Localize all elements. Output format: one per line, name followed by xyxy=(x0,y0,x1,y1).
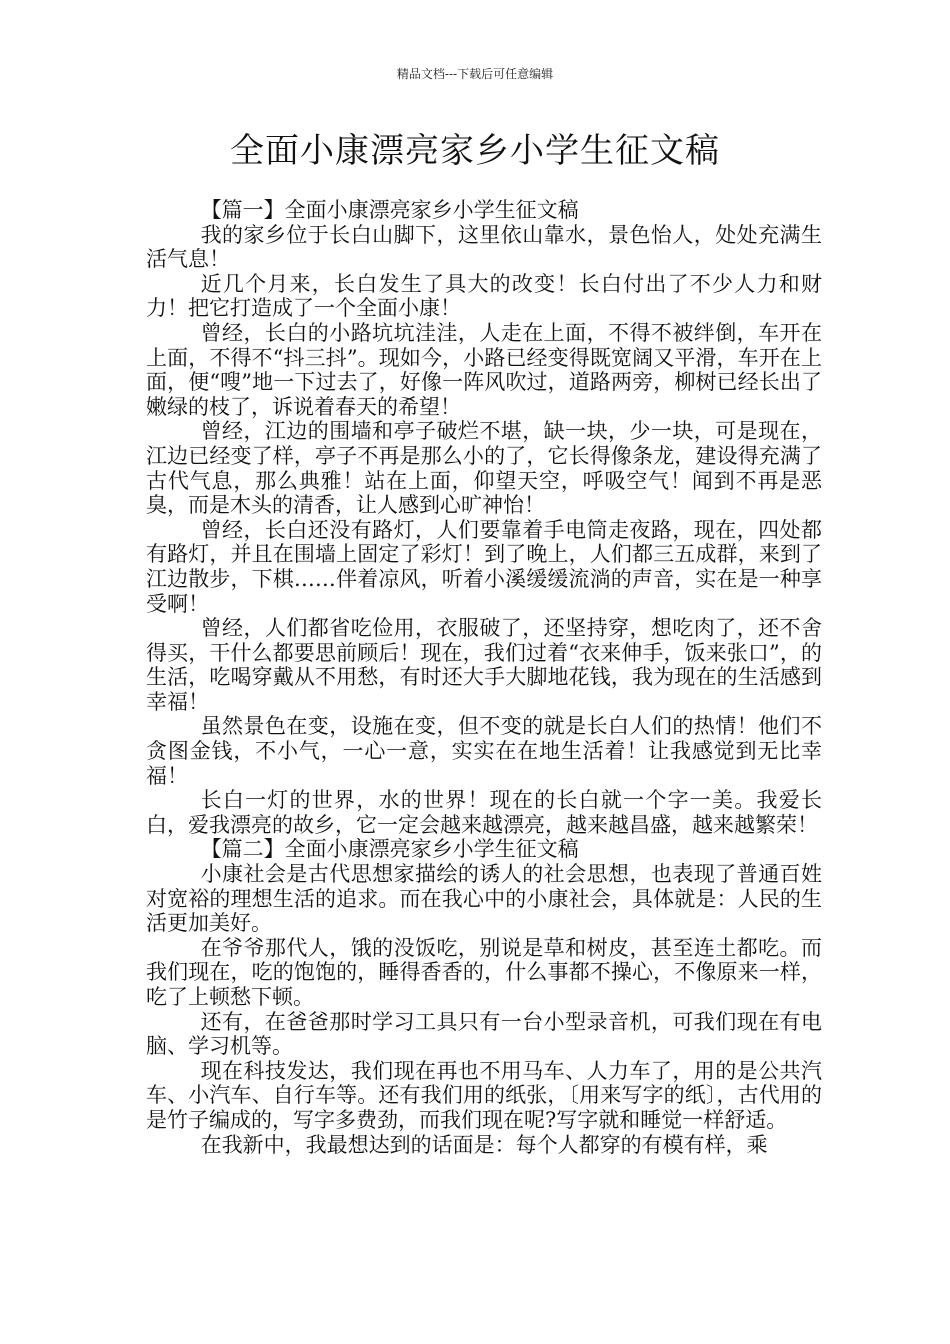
paragraph: 长白一灯的世界，水的世界！现在的长白就一个字一美。我爱长白，爱我漂亮的故乡，它一定会越来越漂亮，越来越昌盛，越来越繁荣！ xyxy=(146,788,822,837)
document-title: 全面小康漂亮家乡小学生征文稿 xyxy=(230,131,720,171)
paragraph: 在爷爷那代人，饿的没饭吃，别说是草和树皮，甚至连土都吃。而我们现在，吃的饱饱的，睡得香香的，什么事都不操心，不像原来一样，吃了上顿愁下顿。 xyxy=(146,935,822,1009)
section-1 xyxy=(146,198,822,837)
section-heading: 【篇二】全面小康漂亮家乡小学生征文稿 xyxy=(200,837,579,862)
paragraph: 还有，在爸爸那时学习工具只有一台小型录音机，可我们现在有电脑、学习机等。 xyxy=(146,1009,822,1059)
paragraph: 近几个月来，长白发生了具大的改变！长白付出了不少人力和财力！把它打造成了一个全面小康！ xyxy=(146,271,822,321)
paragraph: 小康社会是古代思想家描绘的诱人的社会思想，也表现了普通百姓对宽裕的理想生活的追求。而在我心中的小康社会，具体就是：人民的生活更加美好。 xyxy=(146,862,822,936)
paragraph: 曾经，长白的小路坑坑洼洼，人走在上面，不得不被绊倒，车开在上面，不得不“抖三抖”。现如今，小路已经变得既宽阔又平滑，车开在上面，便“嗖”地一下过去了，好像一阵风吹过，道路两旁，柳树已经长出了嫩绿的枝了，诉说着春天的希望！ xyxy=(146,320,822,419)
section-2 xyxy=(146,837,822,1157)
document-body xyxy=(146,198,822,1157)
paragraph: 虽然景色在变，设施在变，但不变的就是长白人们的热情！他们不贪图金钱，不小气，一心一意，实实在在地生活着！让我感觉到无比幸福！ xyxy=(146,714,822,788)
paragraph: 曾经，人们都省吃俭用，衣服破了，还坚持穿，想吃肉了，还不舍得买，干什么都要思前顾后！现在，我们过着“衣来伸手，饭来张口”，的生活，吃喝穿戴从不用愁，有时还大手大脚地花钱，我为现在的生活感到幸福！ xyxy=(146,616,822,714)
paragraph: 我的家乡位于长白山脚下，这里依山靠水，景色怡人，处处充满生活气息！ xyxy=(146,222,822,272)
section-heading: 【篇一】全面小康漂亮家乡小学生征文稿 xyxy=(200,198,579,222)
paragraph: 曾经，江边的围墙和亭子破烂不堪，缺一块，少一块，可是现在，江边已经变了样，亭子不再是那么小的了，它长得像条龙，建设得充满了古代气息，那么典雅！站在上面，仰望天空，呼吸空气！闻到不再是恶臭，而是木头的清香，让人感到心旷神怡！ xyxy=(146,419,822,518)
paragraph: 在我新中，我最想达到的话面是：每个人都穿的有模有样，乘 xyxy=(200,1132,768,1157)
paragraph: 现在科技发达，我们现在再也不用马车、人力车了，用的是公共汽车、小汽车、自行车等。还有我们用的纸张，〔用来写字的纸〕，古代用的是竹子编成的，写字多费劲，而我们现在呢?写字就和睡觉一样舒适。 xyxy=(146,1058,822,1132)
paragraph: 曾经，长白还没有路灯，人们要靠着手电筒走夜路，现在，四处都有路灯，并且在围墙上固定了彩灯！到了晚上，人们都三五成群，来到了江边散步，下棋……伴着凉风，听着小溪缓缓流淌的声音，实在是一种享受啊！ xyxy=(146,517,822,616)
page-header-note: 精品文档---下载后可任意编辑 xyxy=(396,67,554,81)
